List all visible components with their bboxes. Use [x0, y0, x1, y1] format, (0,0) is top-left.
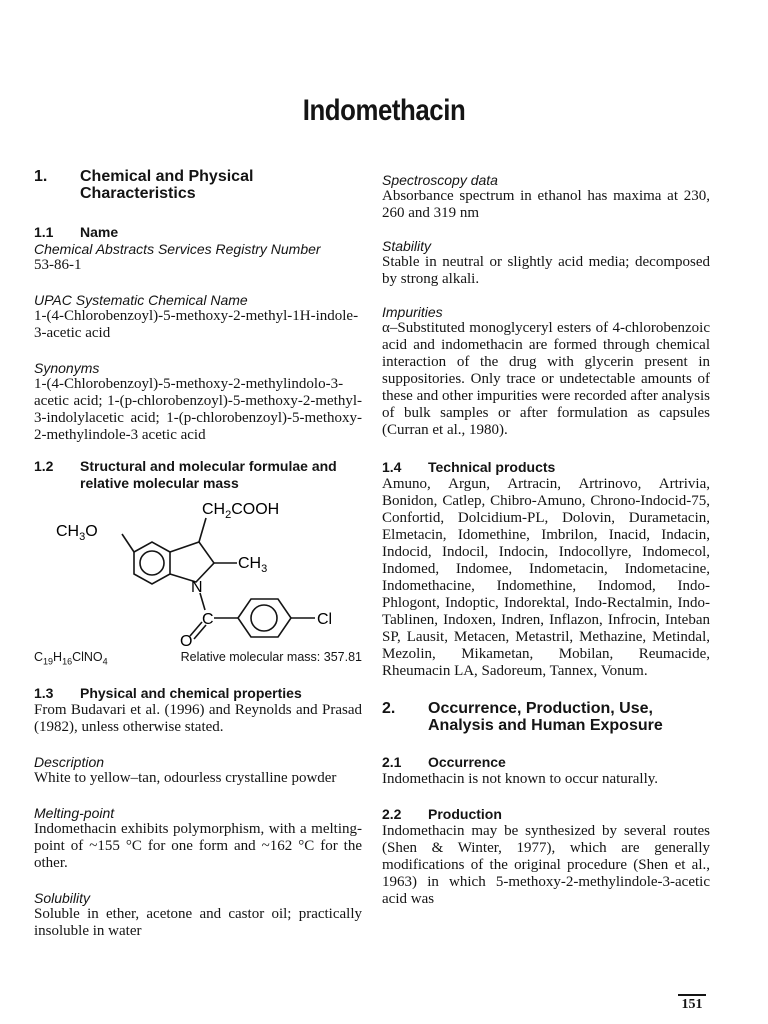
impurities-label: Impurities: [382, 304, 443, 320]
section-title: Physical and chemical properties: [80, 684, 302, 701]
melting-point-value: Indomethacin exhibits polymorphism, with a melting-point of ~155 °C for one form and ~162 °C for the other.: [34, 820, 362, 871]
occurrence-text: Indomethacin is not known to occur naturally.: [382, 771, 659, 787]
right-column: [382, 172, 710, 908]
section-1-3-heading: [34, 685, 362, 702]
carbonyl-carbon-label: C: [202, 611, 214, 628]
iupac-value: 1-(4-Chlorobenzoyl)-5-methoxy-2-methyl-1H-indole-3-acetic acid: [34, 308, 359, 341]
section-number: 1.3: [34, 684, 54, 701]
ch3o-label: $CH_3O$: [56, 523, 98, 543]
section-number: 1.4: [382, 459, 402, 475]
section-title: Name: [80, 224, 119, 240]
ch2cooh-label: $CH_2COOH$: [202, 501, 280, 521]
section-title: Occurrence: [428, 754, 506, 770]
section-title: Structural and molecular formulae and relative molecular mass: [80, 458, 337, 491]
section-number: 2.1: [382, 754, 402, 770]
page-number: 151: [678, 994, 706, 1013]
stability-label: Stability: [382, 238, 432, 254]
section-title: Occurrence, Production, Use, Analysis and Human Exposure: [428, 700, 663, 734]
section-number: 2.: [382, 700, 396, 717]
properties-intro: From Budavari et al. (1996) and Reynolds and Prasad (1982), unless otherwise stated.: [34, 701, 362, 735]
melting-point-label: Melting-point: [34, 804, 115, 821]
section-title: Chemical and Physical Characteristics: [80, 168, 254, 202]
molecular-mass: Relative molecular mass: 357.81: [180, 650, 362, 664]
section-2-2-heading: [382, 806, 710, 823]
section-number: 1.2: [34, 458, 54, 474]
oxygen-label: O: [180, 633, 193, 646]
nitrogen-label: N: [191, 579, 203, 596]
section-2-heading: [382, 700, 710, 734]
section-1-heading: [34, 168, 362, 202]
section-1-4-heading: [382, 459, 710, 476]
solubility-label: Solubility: [34, 889, 91, 906]
formula-row: [34, 650, 362, 667]
description-value: White to yellow–tan, odourless crystalline powder: [34, 769, 337, 786]
synonyms-value: 1-(4-Chlorobenzoyl)-5-methoxy-2-methylindolo-3-acetic acid; 1-(p-chlorobenzoyl)-5-methoxy-2-methyl-3-indolylacetic acid; 1-(p-chlorobenzoyl)-5-methoxy-2-methylindole-3 acetic acid: [34, 376, 362, 443]
iupac-label: UPAC Systematic Chemical Name: [34, 292, 248, 308]
cas-value: 53-86-1: [34, 257, 82, 273]
spectroscopy-label: Spectroscopy data: [382, 172, 498, 188]
ch3-label: $CH_3$: [238, 555, 268, 575]
molecular-formula: $C_{19}H_{16}ClNO_4$: [34, 650, 108, 667]
chlorine-label: Cl: [317, 611, 333, 628]
indomethacin-structure: [34, 496, 362, 646]
page-title: Indomethacin: [302, 94, 466, 127]
section-number: 1.: [34, 168, 48, 185]
production-text: Indomethacin may be synthesized by several routes (Shen & Winter, 1977), which are generally modifications of the original procedure (Shen et al., 1963) in which 5-methoxy-2-methylindole-3-acetic acid was: [382, 823, 710, 907]
section-1-2-heading: [34, 458, 362, 492]
section-number: 1.1: [34, 224, 54, 240]
cas-label: Chemical Abstracts Services Registry Number: [34, 241, 321, 257]
section-title: Technical products: [428, 459, 556, 475]
impurities-value: α–Substituted monoglyceryl esters of 4-chlorobenzoic acid and indomethacin are formed through chemical interaction of the drug with glycerin present in suppositories. Only trace or undetectable amounts of these and other impurities were recorded after analysis of bulk samples or after formulation as capsules (Curran et al., 1980).: [382, 320, 710, 438]
section-number: 2.2: [382, 806, 402, 822]
left-column: [34, 168, 362, 940]
section-2-1-heading: [382, 754, 710, 771]
section-title: Production: [428, 806, 502, 822]
spectroscopy-value: Absorbance spectrum in ethanol has maxima at 230, 260 and 319 nm: [382, 188, 710, 221]
technical-products-list: Amuno, Argun, Artracin, Artrinovo, Artrivia, Bonidon, Catlep, Chibro-Amuno, Chrono-Indocid-75, Confortid, Dolcidium-PL, Dolovin, Durametacin, Elmetacin, Idomethine, Imbrilon, Inacid, Indacin, Indocid, Indocil, Indocin, Indocollyre, Indomecol, Indomed, Indomee, Indometacin, Indometacine, Indomethacine, Indomethine, Indomod, Indo-Phlogont, Indoptic, Indorektal, Indo-Rectalmin, Indo-Tablinen, Indoxen, Indren, Inflazon, Infrocin, Inteban SP, Lausit, Metacen, Metastril, Methazine, Metindal, Mezolin, Mikametan, Mobilan, Reumacide, Rheumacin LA, Sadoreum, Tannex, Vonum.: [382, 476, 710, 679]
section-1-1-heading: [34, 224, 362, 241]
synonyms-label: Synonyms: [34, 360, 100, 376]
stability-value: Stable in neutral or slightly acid media; decomposed by strong alkali.: [382, 254, 710, 287]
description-label: Description: [34, 753, 105, 770]
solubility-value: Soluble in ether, acetone and castor oil; practically insoluble in water: [34, 905, 362, 939]
